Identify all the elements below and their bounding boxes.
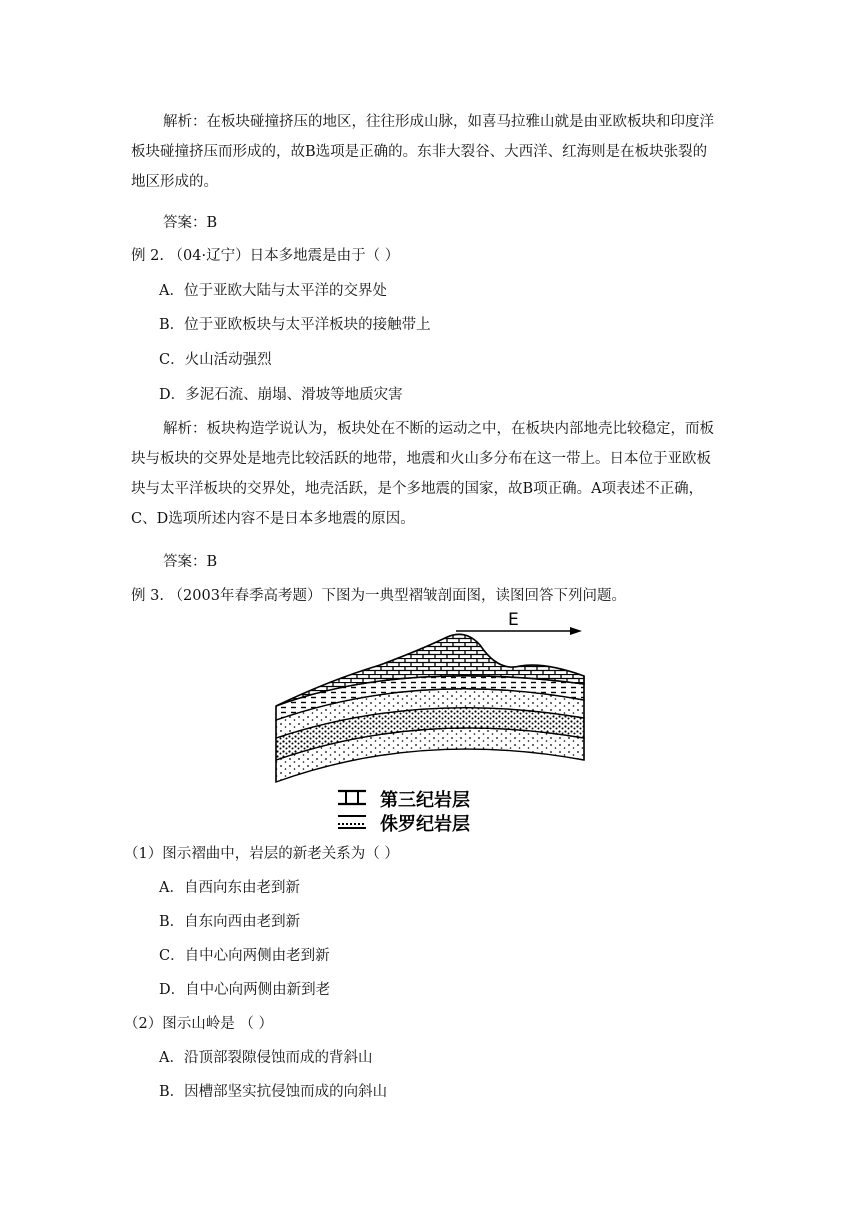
example-2-analysis <box>131 414 731 534</box>
q1-option-c: C．自中心向两侧由老到新 <box>159 948 330 964</box>
legend-tertiary-symbol <box>338 791 366 804</box>
q1-option-a: A．自西向东由老到新 <box>159 880 300 896</box>
q2-stem: （2）图示山岭是 （ ） <box>124 1016 273 1032</box>
example-2-stem: 例 2. （04·辽宁）日本多地震是由于（ ） <box>131 248 400 264</box>
example-2-analysis-line-1: 解析：板块构造学说认为，板块处在不断的运动之中，在板块内部地壳比较稳定，而板 <box>163 421 714 437</box>
example-2-option-b: B．位于亚欧板块与太平洋板块的接触带上 <box>159 317 431 333</box>
example-2-analysis-line-3: 块与太平洋板块的交界处，地壳活跃，是个多地震的国家，故B项正确。A项表述不正确， <box>131 481 704 497</box>
q1-option-b: B．自东向西由老到新 <box>159 914 301 930</box>
example-2-option-c: C．火山活动强烈 <box>159 352 272 368</box>
answer-1: 答案：B <box>163 215 218 231</box>
east-arrow <box>456 627 582 635</box>
example-2-analysis-line-2: 块与板块的交界处是地壳比较活跃的地带，地震和火山多分布在这一带上。日本位于亚欧板 <box>131 451 711 467</box>
q1-stem: （1）图示褶曲中，岩层的新老关系为（ ） <box>124 846 399 862</box>
analysis-1-line-2: 板块碰撞挤压而形成的，故B选项是正确的。东非大裂谷、大西洋、红海则是在板块张裂的 <box>131 144 708 160</box>
fold-cross-section-figure <box>270 610 590 835</box>
analysis-1-line-1: 解析：在板块碰撞挤压的地区，往往形成山脉，如喜马拉雅山就是由亚欧板块和印度洋 <box>163 114 714 130</box>
analysis-1-line-3: 地区形成的。 <box>131 174 218 190</box>
q2-option-b: B．因槽部坚实抗侵蚀而成的向斜山 <box>159 1084 388 1100</box>
example-2-option-d: D．多泥石流、崩塌、滑坡等地质灾害 <box>159 387 403 403</box>
answer-2: 答案：B <box>163 554 218 570</box>
analysis-1 <box>131 107 731 197</box>
q2-option-a: A．沿顶部裂隙侵蚀而成的背斜山 <box>159 1050 373 1066</box>
example-2-analysis-line-4: C、D选项所述内容不是日本多地震的原因。 <box>131 511 415 527</box>
example-3-stem: 例 3. （2003年春季高考题）下图为一典型褶皱剖面图，读图回答下列问题。 <box>131 588 626 604</box>
legend-jurassic-symbol <box>338 816 366 828</box>
legend-tertiary-label: 第三纪岩层 <box>380 790 470 811</box>
example-2-option-a: A．位于亚欧大陆与太平洋的交界处 <box>159 283 387 299</box>
east-arrow-label: E <box>508 610 519 630</box>
legend-jurassic-label: 侏罗纪岩层 <box>380 814 470 835</box>
q1-option-d: D．自中心向两侧由新到老 <box>159 982 331 998</box>
